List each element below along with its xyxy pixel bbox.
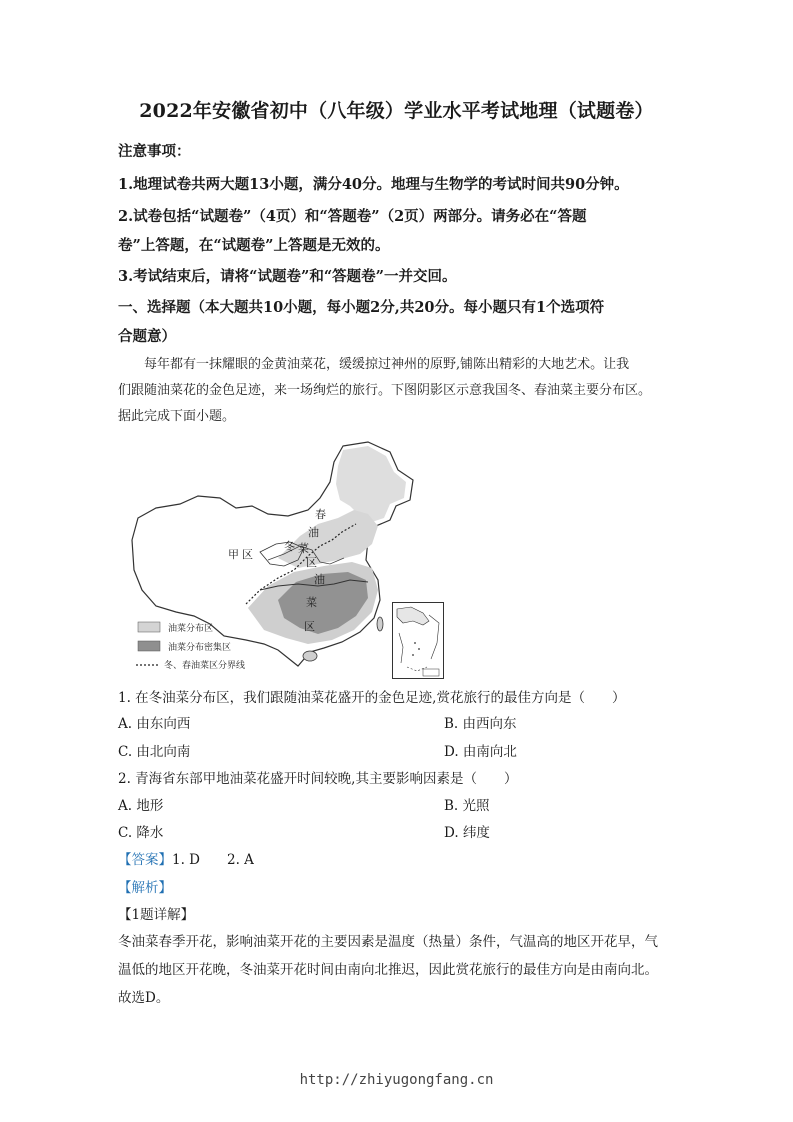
question-1-stem: 1. 在冬油菜分布区，我们跟随油菜花盛开的金色足迹,赏花旅行的最佳方向是（ ） — [118, 690, 626, 706]
answer-row — [118, 848, 254, 868]
map-label-dong: 冬 — [284, 540, 295, 553]
detail-heading: 【1题详解】 — [118, 907, 195, 923]
passage-line-3: 据此完成下面小题。 — [118, 409, 236, 424]
legend-dense-label: 油菜分布密集区 — [168, 643, 232, 653]
passage-line-1: 每年都有一抹耀眼的金黄油菜花，缓缓掠过神州的原野,铺陈出精彩的大地艺术。让我 — [144, 357, 630, 372]
question-2-option-a[interactable]: A. 地形 — [118, 798, 164, 814]
legend-light-swatch — [138, 622, 160, 632]
map-label-winter-qu: 区 — [304, 620, 315, 633]
map-label-jia: 甲 — [228, 548, 239, 561]
legend-light-label: 油菜分布区 — [168, 624, 214, 634]
detail-line-3: 故选D。 — [118, 990, 170, 1006]
map-label-spring-cai: 菜 — [298, 542, 309, 555]
question-2-option-d[interactable]: D. 纬度 — [444, 825, 490, 841]
question-1-option-d[interactable]: D. 由南向北 — [444, 744, 517, 760]
notice-item-1: 1.地理试卷共两大题13小题，满分40分。地理与生物学的考试时间共90分钟。 — [118, 176, 629, 193]
analysis-tag: 【解析】 — [118, 880, 172, 896]
question-1-option-b[interactable]: B. 由西向东 — [444, 716, 517, 732]
page-title: 2022年安徽省初中（八年级）学业水平考试地理（试题卷） — [139, 100, 654, 122]
hainan-island — [303, 651, 317, 661]
question-1-option-a[interactable]: A. 由东向西 — [118, 716, 191, 732]
question-2-option-b[interactable]: B. 光照 — [444, 798, 490, 814]
passage-line-2: 们跟随油菜花的金色足迹，来一场绚烂的旅行。下图阴影区示意我国冬、春油菜主要分布区。 — [118, 383, 652, 398]
reading-passage — [118, 352, 678, 430]
notice-heading: 注意事项： — [118, 143, 191, 160]
legend-dense-swatch — [138, 641, 160, 651]
map-label-jia-qu: 区 — [242, 548, 253, 561]
detail-line-2: 温低的地区开花晚，冬油菜开花时间由南向北推迟，因此赏花旅行的最佳方向是由南向北。 — [118, 962, 658, 978]
footer-url[interactable]: http://zhiyugongfang.cn — [299, 1072, 494, 1088]
map-label-winter-cai: 菜 — [306, 596, 317, 609]
answer-tag: 【答案】 — [118, 852, 172, 868]
question-2-option-c[interactable]: C. 降水 — [118, 825, 164, 841]
section-heading-line-2: 合题意） — [118, 328, 176, 345]
answer-text: 1. D 2. A — [172, 852, 254, 868]
legend-boundary-label: 冬、春油菜区分界线 — [164, 661, 246, 671]
map-label-winter-you: 油 — [314, 573, 325, 586]
map-label-spring-you: 油 — [308, 526, 319, 539]
detail-line-1: 冬油菜春季开花，影响油菜开花的主要因素是温度（热量）条件，气温高的地区开花早，气 — [118, 934, 658, 950]
notice-item-2-line-1: 2.试卷包括“试题卷”（4页）和“答题卷”（2页）两部分。请务必在“答题 — [118, 208, 587, 225]
map-label-chun: 春 — [315, 508, 326, 521]
map-label-spring-qu: 区 — [306, 556, 317, 569]
notice-item-2-line-2: 卷”上答题，在“试题卷”上答题是无效的。 — [118, 237, 390, 254]
taiwan-island — [377, 617, 383, 631]
notice-item-3: 3.考试结束后，请将“试题卷”和“答题卷”一并交回。 — [118, 268, 457, 285]
question-1-option-c[interactable]: C. 由北向南 — [118, 744, 191, 760]
south-china-sea-inset — [392, 602, 444, 679]
inset-map — [393, 603, 443, 678]
question-2-stem: 2. 青海省东部甲地油菜花盛开时间较晚,其主要影响因素是（ ） — [118, 771, 518, 787]
section-heading-line-1: 一、选择题（本大题共10小题，每小题2分,共20分。每小题只有1个选项符 — [118, 299, 605, 316]
